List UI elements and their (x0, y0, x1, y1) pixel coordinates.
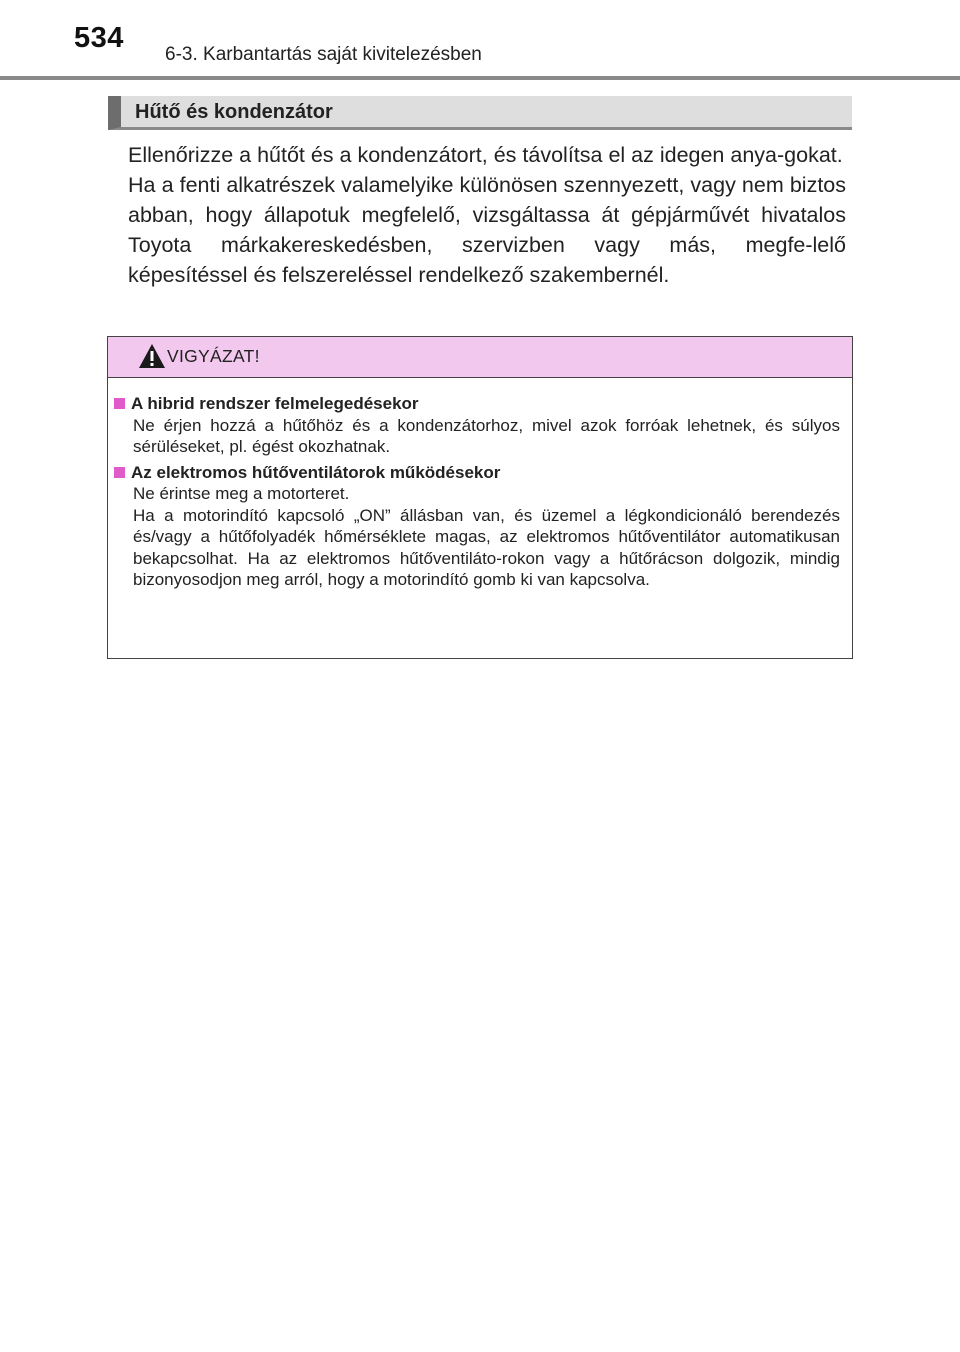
caution-label: VIGYÁZAT! (167, 346, 260, 366)
header-rule (0, 76, 960, 80)
caution-box (107, 336, 853, 659)
caution-item-heading (114, 462, 840, 484)
section-heading-bar (108, 96, 852, 130)
caution-item-title: Az elektromos hűtőventilátorok működésekor (131, 462, 501, 482)
warning-triangle-icon (138, 343, 166, 369)
caution-item-text: Ne érintse meg a motorteret. (133, 484, 350, 503)
caution-header (108, 337, 852, 378)
section-title: Hűtő és kondenzátor (135, 101, 333, 123)
bullet-square-icon (114, 467, 125, 478)
caution-item (114, 393, 840, 458)
body-paragraph: Ha a fenti alkatrészek valamelyike különösen szennyezett, vagy nem biztos abban, hogy állapotuk megfelelő, vizsgáltassa át gépjárművét hivatalos Toyota márkakereskedésben, szervizben vagy más, megfe-lelő képesítéssel és felszereléssel rendelkező szakembernél. (128, 173, 846, 287)
body-paragraph: Ellenőrizze a hűtőt és a kondenzátort, és távolítsa el az idegen anya-gokat. (128, 143, 843, 167)
bullet-square-icon (114, 398, 125, 409)
page-number: 534 (74, 22, 124, 54)
running-header: 6-3. Karbantartás saját kivitelezésben (165, 44, 482, 65)
caution-item-text: Ha a motorindító kapcsoló „ON” állásban van, és üzemel a légkondicionáló berendezés és/vagy a hűtőfolyadék hőmérséklete magas, az elektromos hűtőventilátor automatikusan bekapcsolhat. Ha az elektromos hűtőventiláto-rokon vagy a hűtőrácson dolgozik, mindig bizonyosodjon meg arról, hogy a motorindító gomb ki van kapcsolva. (133, 505, 840, 589)
caution-item-title: A hibrid rendszer felmelegedésekor (131, 394, 419, 413)
caution-item-heading (114, 393, 840, 415)
caution-item (114, 462, 840, 591)
caution-body (114, 393, 840, 595)
section-body (128, 140, 846, 290)
caution-item-text: Ne érjen hozzá a hűtőhöz és a kondenzátorhoz, mivel azok forróak lehetnek, és súlyos sérüléseket, pl. égést okozhatnak. (133, 415, 840, 456)
